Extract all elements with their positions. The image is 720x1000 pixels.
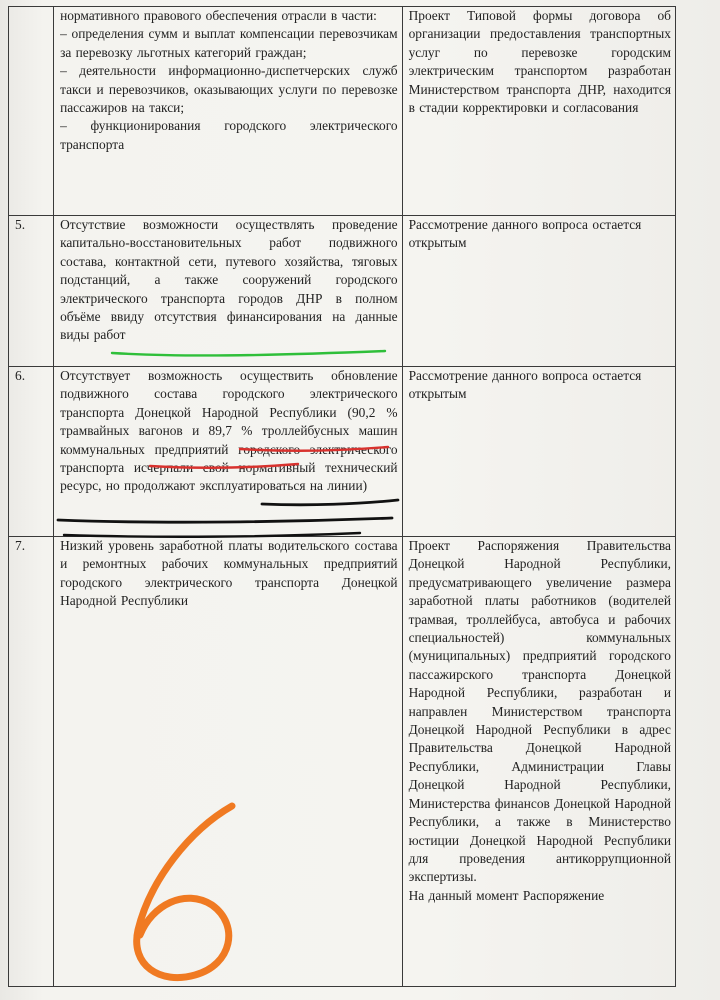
row-number: 7. — [9, 537, 54, 987]
solution-cell: Проект Типовой формы договора об организации предоставления транспортных услуг по перевозке городским электрическим транспортом разработан Министерством транспорта ДНР, находится в стадии корректировки и согласования — [402, 7, 675, 216]
row-number — [9, 7, 54, 216]
document-table — [8, 6, 676, 987]
problem-cell: нормативного правового обеспечения отрасли в части: – определения сумм и выплат компенсации перевозчикам за перевозку льготных категорий граждан; – деятельности информационно-диспетчерских служб такси и перевозчиков, оказывающих услуги по перевозке пассажиров на такси; – функционирования городского электрического транспорта — [54, 7, 403, 216]
table-row — [9, 537, 676, 987]
table-row — [9, 216, 676, 367]
solution-cell: Проект Распоряжения Правительства Донецкой Народной Республики, предусматривающего увеличение размера заработной платы работников (водителей трамвая, троллейбуса, автобуса и рабочих специальностей) коммунальных (муниципальных) предприятий городского пассажирского транспорта Донецкой Народной Республики, разработан и направлен Министерством транспорта Донецкой Народной Республики в адрес Правительства Донецкой Народной Республики, Администрации Главы Донецкой Народной Республики, Министерства финансов Донецкой Народной Республики, а также в Министерство юстиции Донецкой Народной Республики для проведения антикоррупционной экспертизы. На данный момент Распоряжение — [402, 537, 675, 987]
problem-cell: Низкий уровень заработной платы водительского состава и ремонтных рабочих коммунальных предприятий городского электрического транспорта Донецкой Народной Республики — [54, 537, 403, 987]
problem-cell: Отсутствие возможности осуществлять проведение капитально-восстановительных работ подвижного состава, контактной сети, путевого хозяйства, тяговых подстанций, а также сооружений городского электрического транспорта городов ДНР в полном объёме ввиду отсутствия финансирования на данные виды работ — [54, 216, 403, 367]
table-row — [9, 367, 676, 537]
problem-cell: Отсутствует возможность осуществить обновление подвижного состава городского электрического транспорта Донецкой Народной Республики (90,2 % трамвайных вагонов и 89,7 % троллейбусных машин коммунальных предприятий городского электрического транспорта исчерпали свой нормативный технический ресурс, но продолжают эксплуатироваться на линии) — [54, 367, 403, 537]
solution-cell: Рассмотрение данного вопроса остается открытым — [402, 367, 675, 537]
solution-cell: Рассмотрение данного вопроса остается открытым — [402, 216, 675, 367]
table-row — [9, 7, 676, 216]
row-number: 5. — [9, 216, 54, 367]
row-number: 6. — [9, 367, 54, 537]
